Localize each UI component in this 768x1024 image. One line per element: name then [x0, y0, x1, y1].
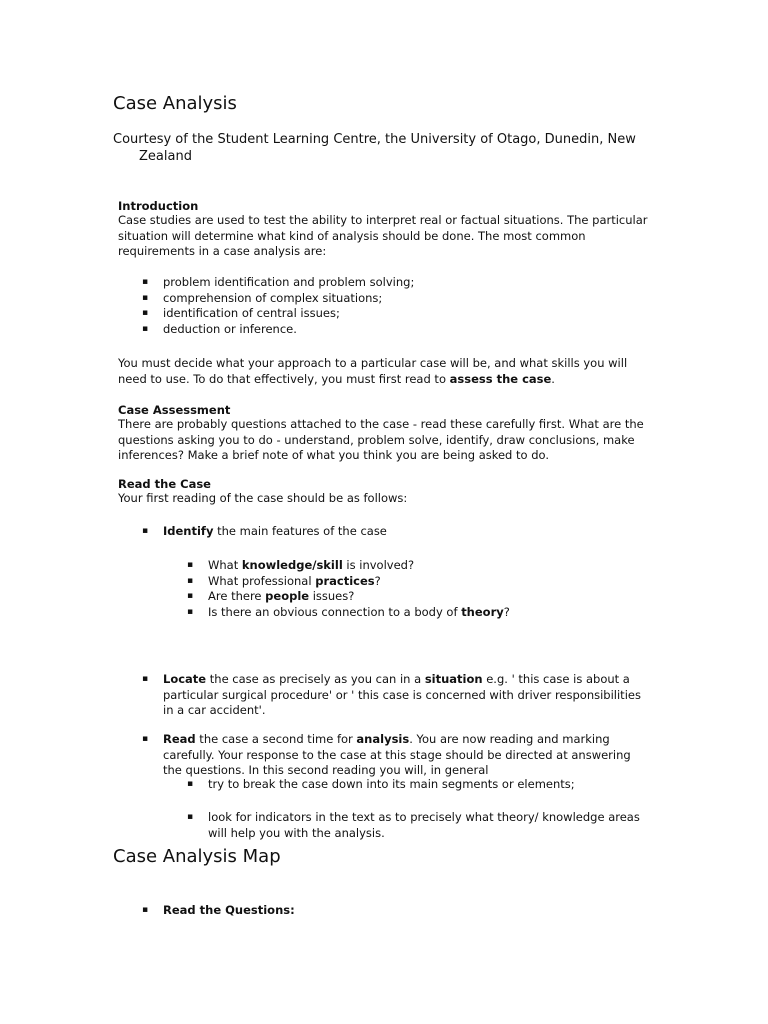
read-the-case-intro: Your first reading of the case should be as follows:	[118, 491, 408, 505]
second-reading-list-2	[187, 810, 648, 841]
approach-text: You must decide what your approach to a particular case will be, and what skills you will need to use. To do that effectively, you must first read to	[118, 356, 628, 386]
introduction-heading: Introduction	[118, 199, 199, 213]
situation-emphasis: situation	[424, 672, 483, 686]
identify-emphasis: Identify	[163, 524, 214, 538]
case-assessment-heading: Case Assessment	[118, 403, 231, 417]
case-analysis-map-heading: Case Analysis Map	[113, 846, 281, 867]
analysis-emphasis: analysis	[356, 732, 410, 746]
list-item-text: deduction or inference.	[163, 321, 297, 336]
bullet-icon: ▪	[142, 308, 149, 318]
list-item: ▪ What professional practices?	[187, 573, 381, 588]
practices-emphasis: practices	[315, 573, 375, 588]
bullet-icon: ▪	[142, 526, 149, 536]
bullet-icon: ▪	[187, 812, 194, 822]
list-item	[142, 306, 663, 322]
locate-list	[142, 672, 653, 719]
requirements-list	[142, 275, 663, 337]
list-item	[142, 524, 653, 540]
second-reading-list	[187, 777, 648, 793]
bullet-icon: ▪	[142, 292, 149, 303]
list-item	[187, 810, 648, 841]
list-item	[142, 290, 663, 307]
approach-emphasis: assess the case	[449, 371, 552, 386]
list-item-text: comprehension of complex situations;	[163, 290, 383, 305]
read-the-case-heading: Read the Case	[118, 477, 211, 491]
list-item: ▪ Read the case a second time for analysis. You are now reading and marking carefully. Your response to the case at this stage should be directed at answering the questions. In this second reading you will, in general	[142, 732, 631, 777]
list-item	[142, 321, 663, 338]
approach-end: .	[551, 371, 555, 386]
bullet-icon: ▪	[142, 674, 149, 684]
bullet-icon: ▪	[187, 575, 194, 586]
list-item: ▪ Locate the case as precisely as you can in a situation e.g. ' this case is about a particular surgical procedure' or ' this case is concerned with driver responsibilities in a car accident'.	[142, 672, 641, 717]
list-item: ▪ Are there people issues?	[187, 589, 355, 603]
map-list	[142, 903, 653, 919]
locate-emphasis: Locate	[163, 672, 207, 686]
bullet-icon: ▪	[187, 779, 194, 789]
approach-paragraph	[118, 356, 653, 387]
bullet-icon: ▪	[142, 277, 149, 287]
list-item-text: problem identification and problem solving;	[163, 275, 415, 289]
knowledge-skill-emphasis: knowledge/skill	[241, 558, 343, 572]
courtesy-line-2: Zealand	[139, 149, 192, 164]
introduction-paragraph: Case studies are used to test the ability to interpret real or factual situations. The particular situation will determine what kind of analysis should be done. The most common requirements in a case analysis are:	[118, 213, 648, 258]
list-item	[142, 903, 653, 919]
list-item-text: try to break the case down into its main segments or elements;	[208, 777, 575, 791]
identify-text: the main features of the case	[213, 524, 387, 538]
bullet-icon: ▪	[142, 323, 149, 334]
bullet-icon: ▪	[187, 560, 194, 570]
list-item: ▪ What knowledge/skill is involved?	[187, 558, 415, 572]
bullet-icon: ▪	[187, 591, 194, 601]
people-emphasis: people	[265, 589, 310, 603]
read-questions-emphasis: Read the Questions:	[163, 903, 295, 917]
page-title: Case Analysis	[113, 93, 237, 114]
case-assessment-paragraph: There are probably questions attached to the case - read these carefully first. What are the questions asking you to do - understand, problem solve, identify, draw conclusions, make inferences? Make a brief note of what you think you are being asked to do.	[118, 417, 644, 462]
list-item-text: look for indicators in the text as to precisely what theory/ knowledge areas will help you with the analysis.	[208, 810, 640, 840]
courtesy-note	[113, 131, 653, 165]
identify-list	[142, 524, 653, 540]
list-item-text: identification of central issues;	[163, 306, 340, 320]
courtesy-line-1: Courtesy of the Student Learning Centre, the University of Otago, Dunedin, New	[113, 132, 636, 147]
features-list	[187, 558, 648, 620]
bullet-icon: ▪	[142, 905, 149, 915]
bullet-icon: ▪	[187, 606, 194, 617]
theory-emphasis: theory	[461, 604, 504, 619]
read-again-list	[142, 732, 653, 779]
read-emphasis: Read	[163, 732, 196, 746]
list-item	[187, 777, 648, 793]
list-item	[142, 275, 663, 291]
bullet-icon: ▪	[142, 734, 149, 744]
list-item: ▪ Is there an obvious connection to a body of theory?	[187, 604, 510, 619]
